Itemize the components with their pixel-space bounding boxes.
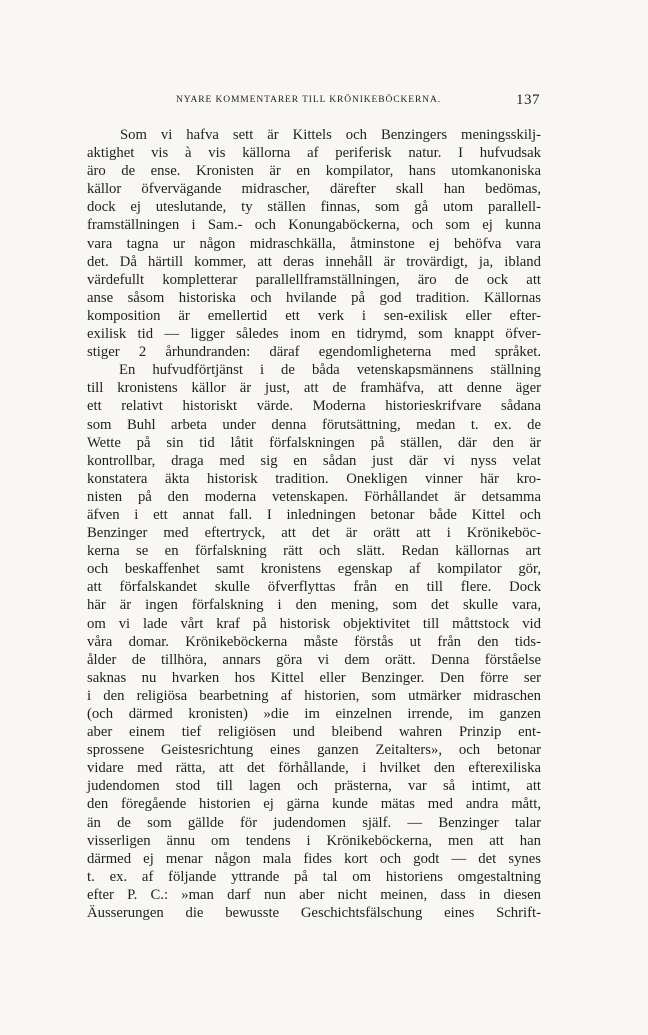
running-head-title: NYARE KOMMENTARER TILL KRÖNIKEBÖCKERNA. (176, 95, 441, 105)
text-line: värdefullt kompletterar parallellframställningen, äro de ock att (87, 271, 541, 288)
text-line: efter P. C.: »man darf nun aber nicht meinen, dass in diesen (87, 886, 541, 903)
text-line: visserligen ännu om tendens i Krönikeböckerna, men att han (87, 832, 541, 849)
text-line: i den religiösa bearbetning af historien, som utmärker midraschen (87, 687, 541, 704)
text-line: det. Då härtill kommer, att deras innehåll är trovärdigt, ja, ibland (87, 253, 541, 270)
text-line: kerna se en förfalskning rätt och slätt. Redan källornas art (87, 543, 541, 560)
text-line: därmed ej menar någon mala fides kort och godt — det synes (87, 850, 541, 867)
text-line: ålder de tillhöra, annars göra vi dem orätt. Denna förståelse (87, 651, 541, 668)
text-line: att förfalskandet skulle öfverflyttas från en till flere. Dock (87, 579, 541, 596)
text-line: aktighet vis à vis källorna af periferisk natur. I hufvudsak (87, 145, 541, 162)
text-line: framställningen i Sam.- och Konungaböckerna, och som ej kunna (87, 217, 541, 234)
text-line: till kronistens källor är just, att de framhäfva, att denne äger (87, 380, 541, 397)
text-line: konstatera äkta historisk tradition. Onekligen vinner här kro- (87, 470, 541, 487)
text-line: som Buhl arbeta under denna förutsättning, medan t. ex. de (87, 416, 541, 433)
text-line: dock ej uteslutande, ty ställen finnas, som gå utom parallell- (87, 199, 541, 216)
text-line: judendomen stod till lagen och prästerna, var så intimt, att (87, 778, 541, 795)
text-line: om vi lade vårt kraf på historisk objektivitet till måttstock vid (87, 615, 541, 632)
text-line: här är ingen förfalskning i den mening, som det skulle vara, (87, 597, 541, 614)
text-line: ett relativt historiskt värde. Moderna historieskrifvare sådana (87, 398, 541, 415)
text-line: saknas nu hvarken hos Kittel eller Benzinger. Den förre ser (87, 669, 541, 686)
text-line: och beskaffenhet samt kronistens egenskap af kompilator gör, (87, 561, 541, 578)
text-line: nisten på den moderna vetenskapen. Förhållandet är detsamma (87, 488, 541, 505)
text-line: våra domar. Krönikeböckerna måste förstås ut från den tids- (87, 633, 541, 650)
text-line: vidare med rätta, att det förhållande, i hvilket den efterexiliska (87, 760, 541, 777)
text-line: Äusserungen die bewusste Geschichtsfälschung eines Schrift- (87, 905, 541, 922)
text-line: t. ex. af följande yttrande på tal om historiens omgestaltning (87, 868, 541, 885)
text-line: sprossene Geistesrichtung eines ganzen Zeitalters», och betonar (87, 742, 541, 759)
page-number: 137 (516, 92, 540, 108)
text-line: exilisk tid — ligger således inom en tidrymd, som knappt öfver- (87, 326, 541, 343)
text-line: Wette på sin tid låtit förfalskningen på ställen, där den är (87, 434, 541, 451)
text-line: vara tagna ur någon midraschkälla, åtminstone ej behöfva vara (87, 235, 541, 252)
body-text (87, 126, 541, 922)
text-line: komposition är emellertid ett verk i sen-exilisk eller efter- (87, 307, 541, 324)
text-line: (och därmed kronisten) »die im einzelnen irrende, im ganzen (87, 706, 541, 722)
text-line: Som vi hafva sett är Kittels och Benzingers meningsskilj- (120, 127, 541, 143)
text-line: stiger 2 århundranden: däraf egendomligheterna med språket. (87, 344, 541, 361)
text-line: källor öfvervägande midrascher, därefter skall han bedömas, (87, 181, 541, 198)
text-line: kontrollbar, draga med sig en sådan just där vi nyss velat (87, 452, 541, 469)
text-line: den föregående historien ej gärna kunde mätas med andra mått, (87, 796, 541, 813)
text-line: En hufvudförtjänst i de båda vetenskapsmännens ställning (119, 362, 541, 379)
text-line: äro de ense. Kronisten är en kompilator, hans utomkanoniska (87, 163, 541, 180)
text-line: än de som gällde för judendomen själf. — Benzinger talar (87, 814, 541, 831)
text-line: Benzinger med eftertryck, att det är orätt att i Krönikeböc- (87, 525, 541, 542)
text-line: äfven i ett annat fall. I inledningen betonar både Kittel och (87, 506, 541, 523)
text-line: aber einem tief religiösen und bleibend wahren Prinzip ent- (87, 724, 541, 741)
text-line: anse såsom historiska och hvilande på god tradition. Källornas (87, 289, 541, 306)
running-head (86, 92, 540, 112)
